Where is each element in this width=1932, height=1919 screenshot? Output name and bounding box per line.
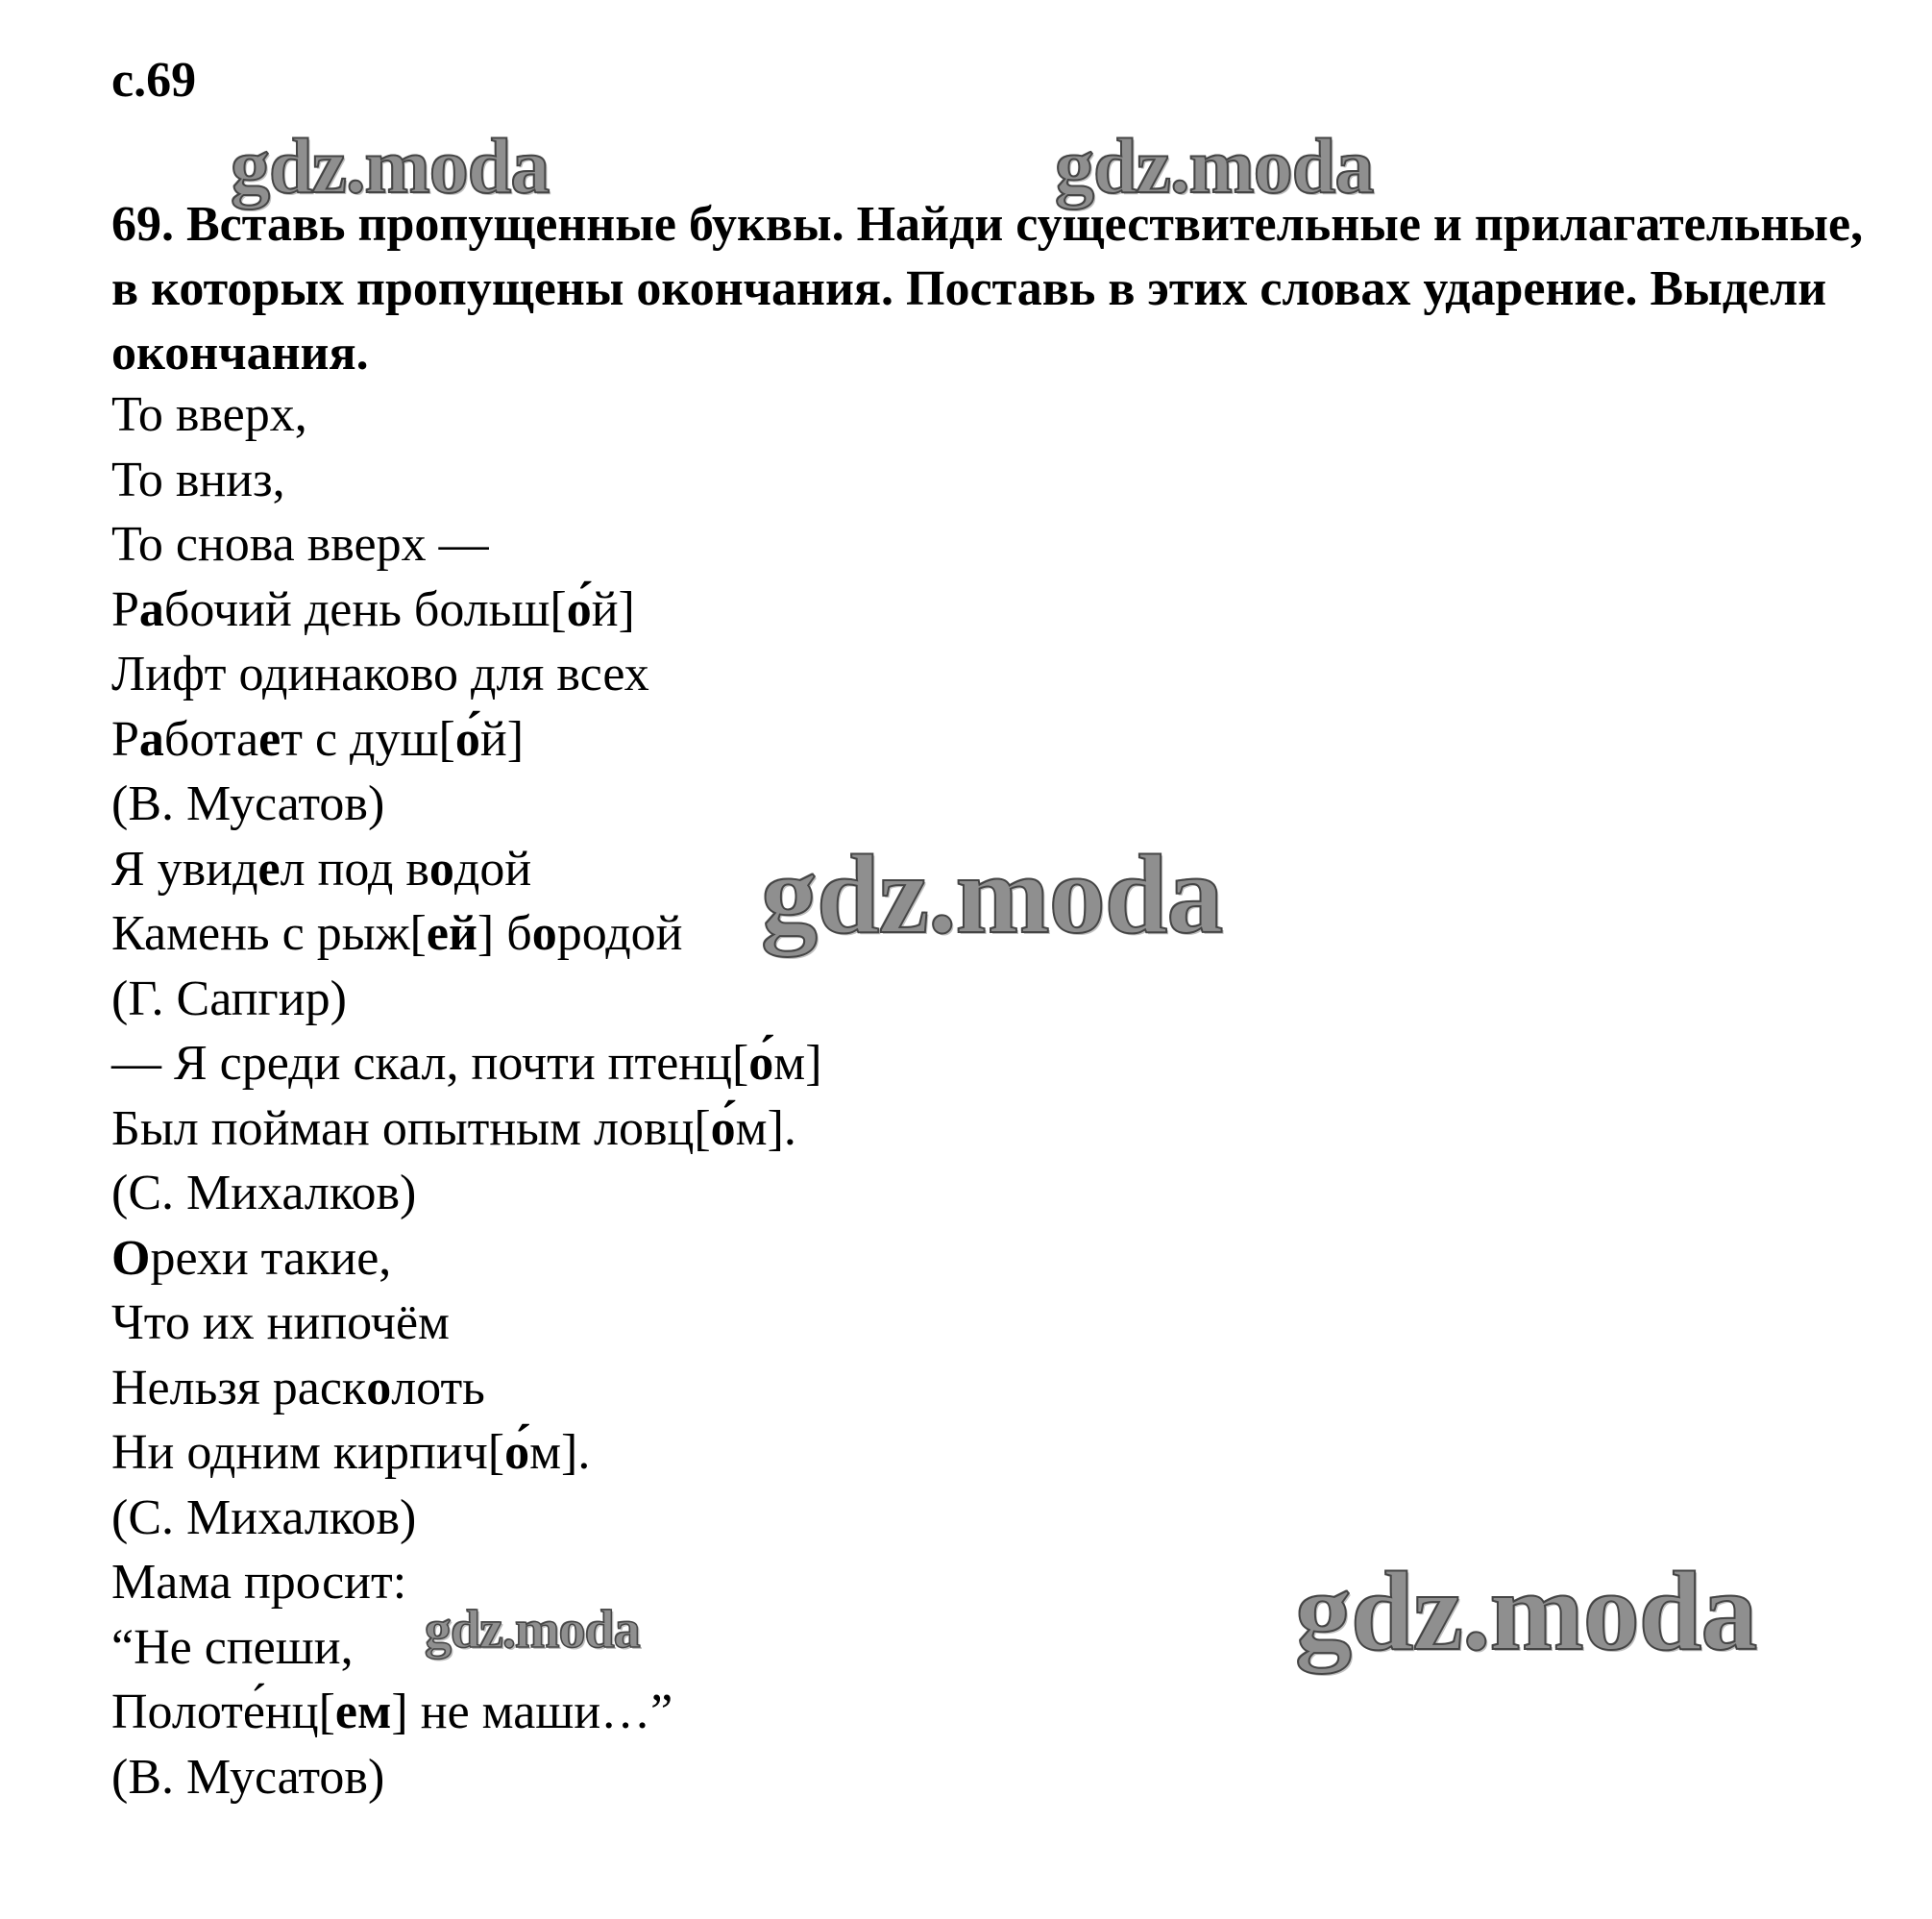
text-segment: “Не спеши, (111, 1619, 354, 1675)
text-line (111, 1291, 822, 1356)
exercise-text (111, 382, 822, 1809)
text-line (111, 1420, 822, 1486)
text-segment: Нельзя раск (111, 1360, 367, 1415)
text-segment: То вверх, (111, 387, 307, 442)
text-line (111, 837, 822, 902)
text-line (111, 642, 822, 707)
text-segment: ] б (477, 906, 532, 961)
text-line (111, 382, 822, 448)
text-segment: бочий день больш[ (163, 581, 567, 637)
text-segment: То снова вверх — (111, 517, 489, 572)
text-segment: (С. Михалков) (111, 1166, 417, 1220)
text-line (111, 578, 822, 643)
text-segment: Р (111, 711, 139, 767)
text-line (111, 1356, 822, 1421)
highlighted-letters: ем (334, 1685, 392, 1739)
text-line (111, 1680, 822, 1745)
text-line (111, 1745, 822, 1810)
text-segment: родой (556, 906, 683, 961)
highlighted-letters: о́ (566, 581, 592, 637)
highlighted-letters: е (257, 841, 281, 897)
watermark-logo: gdz.moda (1295, 1548, 1757, 1674)
text-segment: м] (773, 1036, 822, 1091)
text-line (111, 707, 822, 773)
text-segment: дой (453, 841, 532, 897)
highlighted-letters: е (258, 711, 281, 767)
text-line (111, 967, 822, 1032)
text-segment: Р (111, 581, 139, 637)
watermark-logo: gdz.moda (761, 831, 1223, 957)
text-segment: Был пойман опытным ловц[ (111, 1100, 711, 1156)
text-line (111, 448, 822, 513)
highlighted-letters: о́ (504, 1425, 530, 1480)
text-segment: То вниз, (111, 452, 285, 507)
text-line (111, 772, 822, 837)
text-segment: м]. (735, 1100, 796, 1156)
text-segment: Мама просит: (111, 1555, 407, 1610)
text-segment: Что их нипочём (111, 1295, 450, 1350)
watermark-logo: gdz.moda (231, 122, 550, 209)
highlighted-letters: а (138, 711, 164, 767)
text-segment: й] (479, 711, 525, 767)
highlighted-letters: О (111, 1230, 151, 1286)
text-segment: — Я среди скал, почти птенц[ (111, 1036, 749, 1091)
text-segment: Камень с рыж[ (111, 906, 427, 961)
highlighted-letters: о (531, 906, 557, 961)
watermark-logo: gdz.moda (425, 1600, 640, 1660)
text-segment: т с душ[ (281, 711, 455, 767)
text-segment: (Г. Сапгир) (111, 971, 347, 1026)
text-line (111, 1161, 822, 1226)
text-segment: Ни одним кирпич[ (111, 1425, 505, 1480)
text-line (111, 901, 822, 967)
text-line (111, 1096, 822, 1162)
text-segment: рехи такие, (150, 1230, 392, 1286)
text-segment: Полоте́нц[ (111, 1685, 335, 1739)
highlighted-letters: о́ (710, 1100, 736, 1156)
text-segment: (С. Михалков) (111, 1489, 417, 1545)
text-line (111, 1031, 822, 1096)
exercise-instruction: 69. Вставь пропущенные буквы. Найди существительные и прилагательные, в которых пропущены окончания. Поставь в этих словах ударение. Выдели окончания. (111, 197, 1864, 381)
highlighted-letters: о́ (748, 1036, 774, 1091)
text-segment: й] (591, 581, 635, 637)
highlighted-letters: ей (426, 906, 477, 961)
text-segment: (В. Мусатов) (111, 1749, 385, 1805)
text-segment: ] не маши…” (391, 1685, 673, 1739)
text-line (111, 512, 822, 578)
watermark-logo: gdz.moda (1055, 122, 1374, 209)
text-segment: Лифт одинаково для всех (111, 647, 649, 701)
highlighted-letters: о́ (454, 711, 480, 767)
text-segment: бота (163, 711, 259, 767)
text-segment: (В. Мусатов) (111, 776, 385, 831)
page-number-label: с.69 (111, 53, 197, 108)
highlighted-letters: о (428, 841, 454, 897)
highlighted-letters: о (366, 1360, 392, 1415)
text-segment: м]. (529, 1425, 591, 1480)
text-line (111, 1486, 822, 1551)
text-segment: Я увид (111, 841, 258, 897)
highlighted-letters: а (138, 581, 164, 637)
text-segment: лоть (391, 1360, 485, 1415)
text-line (111, 1226, 822, 1292)
text-segment: л под в (280, 841, 429, 897)
